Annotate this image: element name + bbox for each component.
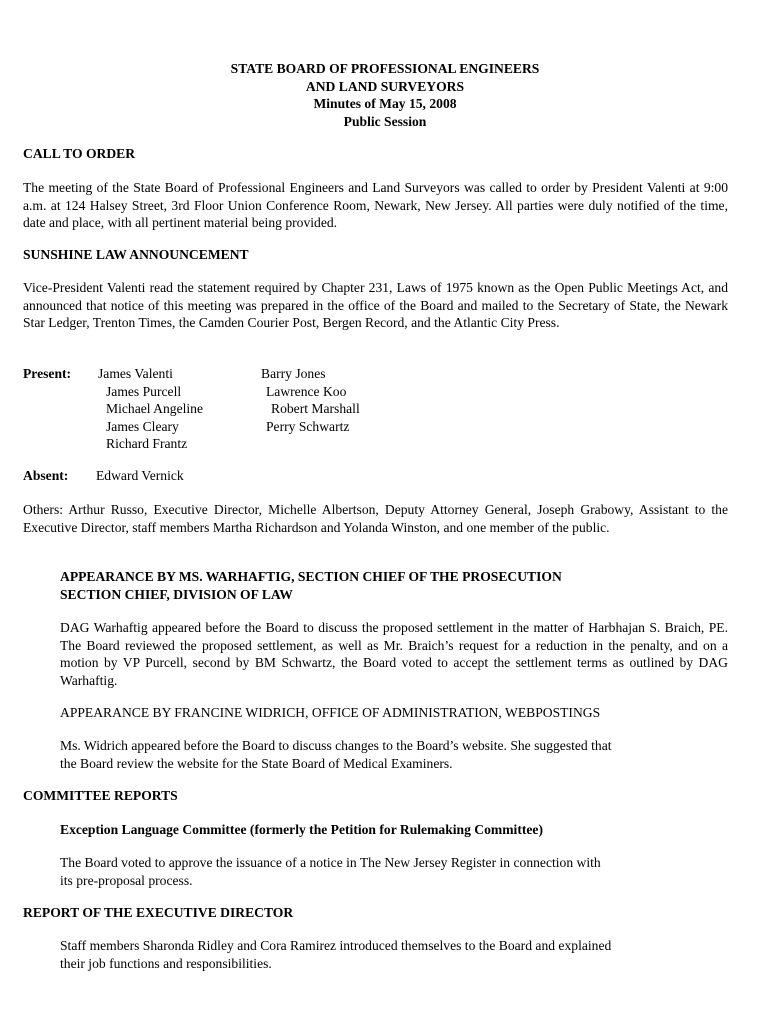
- board-name-line1: STATE BOARD OF PROFESSIONAL ENGINEERS: [230, 61, 540, 76]
- committee-text: The Board voted to approve the issuance of a notice in The New Jersey Register in connection with its pre-proposal process.: [60, 855, 601, 888]
- present-column-2: [261, 365, 360, 435]
- call-to-order-heading: CALL TO ORDER: [23, 146, 136, 161]
- widrich-text: Ms. Widrich appeared before the Board to discuss changes to the Board’s website. She suggested that the Board review the website for the State Board of Medical Examiners.: [60, 738, 612, 771]
- present-column-1: [98, 365, 203, 453]
- present-member: James Purcell: [106, 383, 182, 399]
- sunshine-heading: SUNSHINE LAW ANNOUNCEMENT: [23, 247, 249, 262]
- others-present-text: Others: Arthur Russo, Executive Director, Michelle Albertson, Deputy Attorney General, Joseph Grabowy, Assistant to the Executive Director, staff members Martha Richardson and Yolanda Winston, and one member of the public.: [23, 502, 728, 535]
- present-member: Michael Angeline: [106, 401, 204, 416]
- present-section: [23, 365, 728, 455]
- warhaftig-text: DAG Warhaftig appeared before the Board to discuss the proposed settlement in the matter of Harbhajan S. Braich, PE. The Board reviewed the proposed settlement, as well as Mr. Braich’s request for a reduction in the penalty, and on a motion by VP Purcell, second by BM Schwartz, the Board voted to accept the settlement terms as outlined by DAG Warhaftig.: [60, 620, 728, 688]
- committee-subheading: Exception Language Committee (formerly the Petition for Rulemaking Committee): [60, 822, 543, 837]
- present-member: Richard Frantz: [106, 436, 188, 451]
- present-member: James Valenti: [98, 366, 173, 381]
- sunshine-text: Vice-President Valenti read the statement required by Chapter 231, Laws of 1975 known as the Open Public Meetings Act, and announced that notice of this meeting was prepared in the office of the Board and mailed to the Secretary of State, the Newark Star Ledger, Trenton Times, the Camden Courier Post, Bergen Record, and the Atlantic City Press.: [23, 280, 728, 330]
- present-member: Perry Schwartz: [266, 418, 350, 434]
- executive-director-heading: REPORT OF THE EXECUTIVE DIRECTOR: [23, 905, 294, 920]
- call-to-order-text: The meeting of the State Board of Professional Engineers and Land Surveyors was called to order by President Valenti at 9:00 a.m. at 124 Halsey Street, 3rd Floor Union Conference Room, Newark, New Jersey. All parties were duly notified of the time, date and place, with all pertinent material being provided.: [23, 180, 728, 230]
- present-member: Barry Jones: [261, 366, 326, 381]
- absent-member: Edward Vernick: [96, 468, 184, 483]
- minutes-date: Minutes of May 15, 2008: [313, 96, 457, 111]
- absent-label: Absent:: [23, 468, 69, 483]
- present-label: Present:: [23, 366, 72, 381]
- present-member: Robert Marshall: [271, 401, 360, 416]
- warhaftig-heading: APPEARANCE BY MS. WARHAFTIG, SECTION CHIEF OF THE PROSECUTION SECTION CHIEF, DIVISION OF LAW: [60, 569, 562, 602]
- executive-director-text: Staff members Sharonda Ridley and Cora Ramirez introduced themselves to the Board and explained their job functions and responsibilities.: [60, 938, 612, 971]
- session-type: Public Session: [343, 113, 427, 129]
- board-name-line2: AND LAND SURVEYORS: [305, 78, 465, 94]
- present-member: Lawrence Koo: [266, 383, 347, 399]
- committee-heading: COMMITTEE REPORTS: [23, 788, 178, 803]
- present-member: James Cleary: [106, 418, 179, 434]
- document-title: [0, 60, 770, 130]
- absent-section: [23, 467, 728, 485]
- widrich-heading: APPEARANCE BY FRANCINE WIDRICH, OFFICE OF ADMINISTRATION, WEBPOSTINGS: [60, 705, 601, 720]
